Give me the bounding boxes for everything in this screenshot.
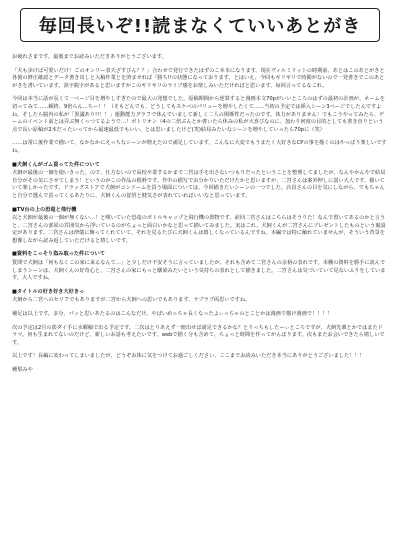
intro-paragraph: 「犬も歩けば可愛いだけ！ごのオンリー表天ざすびん？？」合わせで発行できたはずのこ本本になります。現在ヴィルミリットの時期前、あとはこのあとがきと各箇の修正確認とデータ書き出しと入稿作業とを済ませれば「勝ち!!の状態になっております。とはいえ、今回もギリギリで時間がないので一発書きでこのあとがきを書いています。誤字脱字があると思いますがこのギリギリのライブ感をお楽しみいただければと思います。毎回言ってるなこれ。 — [12, 67, 385, 89]
supplement-paragraph: 補足は以上です。多分。パッと思いあたるのはこんなだけ。やばいめっちゃ長くなったよぃっちゃのとことかは漫画で描け漫画で！！！！ — [12, 311, 333, 318]
section-reference-material — [12, 251, 388, 282]
section-text: 犬飼から二宮へのセリフでもありますが二宮から犬飼への思いでもあります、ラブラブ両思いですね。 — [12, 297, 251, 304]
section-heading: ■TV台の上の恐竜と飛行機 — [12, 206, 77, 213]
section-heading: ■犬飼くんがゴム買ってた件について — [12, 161, 100, 168]
intro-paragraph: ……は常に後作業で描いて、なかなかにえっちなシーンが増えたので満足しています。こんなに大変でもうまたく大好きなCPの事を描くのはやっぱり楽しいですね。 — [12, 140, 387, 154]
section-text: 犬飼が最後の一個を使いきった。ので、仕方ないので高校卒業するかまで二宮は手を出さないつもりだったということを整理してましたが、なんやかんやで結局自分がその気にさせてしまう！というのがこの作品の根幹です。作中の描写でお分かりいただけたかと思いますが、二宮さんは案外押しに弱い大人です。描いていて楽しかったです。ドラッグストアで犬飼がコンドームを買う場面については、今回描きたいシーンの一つでした。店員さんの目を気にしながら、でもちゃんと自分で選んで買ってくるあたりに、犬飼くんの覚悟と健気さが表れていればいいなと思っています。 — [12, 170, 386, 199]
afterword-body — [12, 54, 388, 375]
closing-paragraph: 以上です！長編に変わってしまいましたが、どうぞお体に気をつけてお過ごしください。ここまでお読みいただき本当にありがとうございました！！！ — [12, 353, 365, 360]
section-heading: ■タイトルの好き好き大好きっ — [12, 288, 85, 295]
afterword-title — [20, 8, 380, 42]
title-text: 毎回長いぞ!!読まなくていいあとがき — [38, 16, 362, 37]
section-text: 質問で犬飼は「何もなくこの家に来るなんて…」と少しだけ不安そうに言っていましたが、それも含めて二宮さんの余裕の表れです。本棚の資料を勝手に読んでしまうシーンは、犬飼くんの好奇心と、二宮さんの家にもっと馴染みたいという気持ちの表れとして描きました。二宮さんは気づいていて見ないふりをしています。大人ですね。 — [12, 260, 386, 282]
intro-line: お疲れさまです。最後までお読みいただきありがとうございます。 — [12, 54, 167, 60]
section-title-meaning — [12, 289, 388, 305]
intro-paragraph: 今回は本当に話が長くて一ページ目を増やしすぎたので最大の発想でした。原稿期間から逆算すると漫画本文70pがいいところのはずの最初の計画が、ネームを切ってみて……頼終、9倍らん…ちー！！（そもどんでも、どうしてもスケベのパリューを増やしたくて……当初の予定では挿入シーン3ページでしたんですよね。そしたら脳内の私が「異議あり!!！！」運動能力グラフで休んでいまして新しく二人の関係性だったのです。体力がありません！でもこうやってみたら、ゲームのイベント前とは弄ぶ無くっつてるようで…！ボトリオン（4の二倍ぶんとか書いたら休みの私が大喜びなのに、加わり何度の目的としても書き直りという点で長い原稿が2本だったいってから最速最低でもいい、とは思いましたけど(笑)結局みたいなシーンを増やしていったら70pに（笑） — [12, 96, 385, 133]
section-condom — [12, 162, 388, 201]
author-signature: 種梨みや — [12, 367, 33, 373]
next-plans-paragraph: 次の予定は2月の影ダイ手に水曜稿で出る予定です。二次はとりあえず一冊出せば満足できるかな？とりっちもしたーぃところですが、犬飼先輩とかではまたドラマ。何も生まれてないのだけど、新しいお話も考えたいです。webで描く分も含めて、ちょっと時間を作ってがんばります。次もまたお会いできたら嬉しいです。 — [12, 324, 385, 346]
section-heading: ■資料をこっそり盗み取った件について — [12, 251, 105, 258]
section-tv-stand — [12, 207, 388, 246]
section-text: 以と犬飼が最後の一個が無くない…！と嘆いていた恐竜のボトルキャップと飛行機の置物です。前回二宮さんはこちらはそうりた！なんで置いてあるのかと言うと、二宮さんの部屋の雰囲気から浮いているのがちょっと面白いかなと思って描いてみました。実はこれ、犬飼くんが二宮さんにプレゼントしたものという裏設定があります。二宮さんは律儀に飾ってくれていて、それを見るたびに犬飼くんは嬉しくなっているんですね。本編では特に触れていませんが、そういう背景を想像しながら読み返していただけると嬉しいです。 — [12, 215, 386, 244]
